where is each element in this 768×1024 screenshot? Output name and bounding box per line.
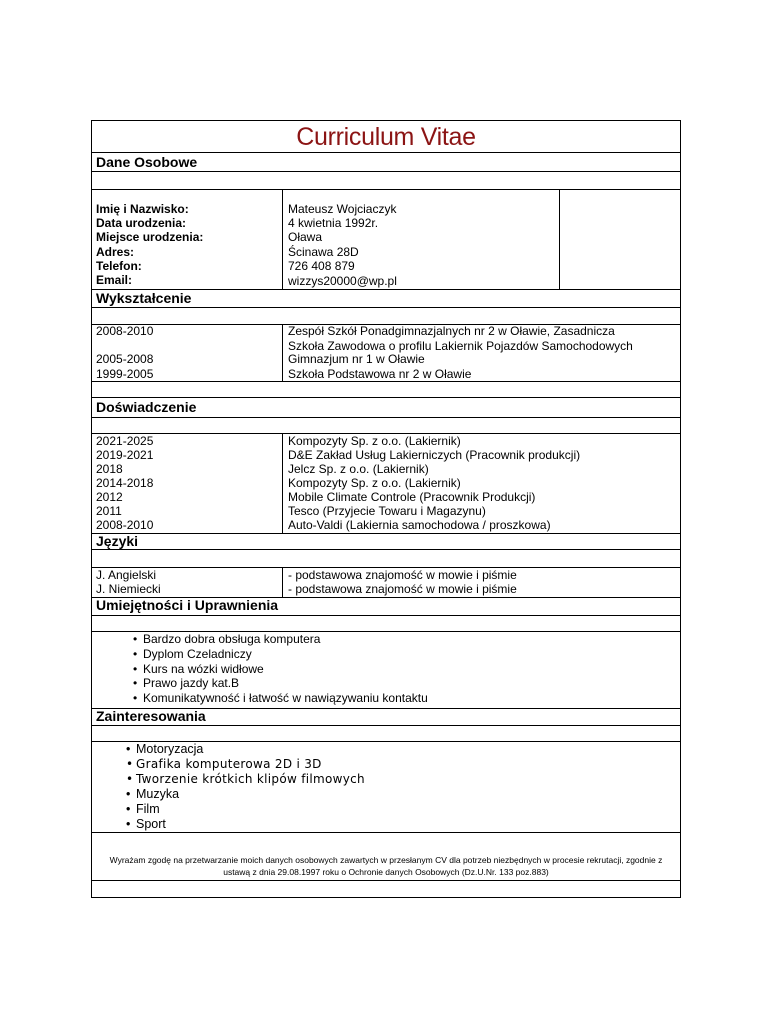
list-item: • Dyplom Czeladniczy — [133, 647, 428, 662]
label-email: Email: — [96, 273, 133, 287]
column-divider — [282, 189, 283, 289]
divider — [92, 397, 680, 398]
education-entry: Zespół Szkół Ponadgimnazjalnych nr 2 w Oławie, Zasadnicza — [288, 324, 615, 338]
section-heading-personal: Dane Osobowe — [96, 154, 198, 170]
column-divider — [282, 324, 283, 381]
label-phone: Telefon: — [96, 259, 142, 273]
education-years: 2005-2008 — [96, 352, 154, 366]
education-entry: Gimnazjum nr 1 w Oławie — [288, 352, 425, 366]
skills-list — [133, 632, 428, 706]
experience-years: 2014-2018 — [96, 476, 154, 490]
list-item: • Bardzo dobra obsługa komputera — [133, 632, 428, 647]
experience-entry: Mobile Climate Controle (Pracownik Produkcji) — [288, 490, 536, 504]
cv-document — [91, 120, 681, 898]
list-item: • Sport — [126, 817, 365, 832]
interests-list — [126, 742, 365, 832]
experience-years: 2008-2010 — [96, 518, 154, 532]
experience-years: 2019-2021 — [96, 448, 154, 462]
experience-entry: Tesco (Przyjecie Towaru i Magazynu) — [288, 504, 486, 518]
list-item: • Grafika komputerowa 2D i 3D — [126, 757, 365, 772]
list-item: • Film — [126, 802, 365, 817]
list-item: • Komunikatywność i łatwość w nawiązywaniu kontaktu — [133, 691, 428, 706]
divider — [92, 549, 680, 550]
list-item: • Tworzenie krótkich klipów filmowych — [126, 772, 365, 787]
section-heading-interests: Zainteresowania — [96, 708, 206, 724]
label-birthdate: Data urodzenia: — [96, 216, 187, 230]
divider — [92, 307, 680, 308]
section-heading-experience: Doświadczenie — [96, 399, 197, 415]
label-name: Imię i Nazwisko: — [96, 202, 189, 216]
page-title: Curriculum Vitae — [296, 123, 476, 151]
value-name: Mateusz Wojciaczyk — [288, 202, 397, 216]
divider — [92, 381, 680, 382]
language-name: J. Niemiecki — [96, 582, 161, 596]
experience-entry: Kompozyty Sp. z o.o. (Lakiernik) — [288, 476, 461, 490]
divider — [92, 152, 680, 153]
list-item: • Prawo jazdy kat.B — [133, 676, 428, 691]
divider — [92, 615, 680, 616]
section-heading-languages: Języki — [96, 533, 139, 549]
experience-years: 2012 — [96, 490, 123, 504]
value-address: Ścinawa 28D — [288, 245, 359, 259]
experience-entry: Kompozyty Sp. z o.o. (Lakiernik) — [288, 434, 461, 448]
list-item: • Muzyka — [126, 787, 365, 802]
value-birthplace: Oława — [288, 230, 323, 244]
section-heading-education: Wykształcenie — [96, 290, 192, 306]
consent-clause: Wyrażam zgodę na przetwarzanie moich danych osobowych zawartych w przesłanym CV dla potrzeb niezbędnych w procesie rekrutacji, zgodnie z ustawą z dnia 29.08.1997 roku o Ochronie danych Osobowych (Dz.U.Nr. 133 poz.883) — [109, 855, 663, 877]
experience-entry: Auto-Valdi (Lakiernia samochodowa / proszkowa) — [288, 518, 551, 532]
value-email: wizzys20000@wp.pl — [288, 274, 397, 288]
education-years: 2008-2010 — [96, 324, 154, 338]
section-heading-skills: Umiejętności i Uprawnienia — [96, 597, 279, 613]
divider — [92, 880, 680, 881]
language-level: - podstawowa znajomość w mowie i piśmie — [288, 568, 517, 582]
education-years: 1999-2005 — [96, 367, 154, 381]
column-divider — [559, 189, 560, 289]
experience-entry: Jelcz Sp. z o.o. (Lakiernik) — [288, 462, 429, 476]
language-name: J. Angielski — [96, 568, 157, 582]
column-divider — [282, 567, 283, 597]
value-phone: 726 408 879 — [288, 259, 355, 273]
label-address: Adres: — [96, 245, 135, 259]
experience-years: 2011 — [96, 504, 122, 518]
experience-entry: D&E Zakład Usług Lakierniczych (Pracownik produkcji) — [288, 448, 581, 462]
value-birthdate: 4 kwietnia 1992r. — [288, 216, 379, 230]
education-entry-continued: Szkoła Zawodowa o profilu Lakiernik Pojazdów Samochodowych — [288, 339, 633, 353]
divider — [92, 832, 680, 833]
column-divider — [282, 433, 283, 533]
divider — [92, 171, 680, 172]
experience-years: 2018 — [96, 462, 123, 476]
divider — [92, 725, 680, 726]
list-item: • Kurs na wózki widłowe — [133, 662, 428, 677]
language-level: - podstawowa znajomość w mowie i piśmie — [288, 582, 517, 596]
education-entry: Szkoła Podstawowa nr 2 w Oławie — [288, 367, 472, 381]
divider — [92, 189, 680, 190]
divider — [92, 417, 680, 418]
list-item: • Motoryzacja — [126, 742, 365, 757]
label-birthplace: Miejsce urodzenia: — [96, 230, 204, 244]
experience-years: 2021-2025 — [96, 434, 154, 448]
divider — [92, 533, 680, 534]
